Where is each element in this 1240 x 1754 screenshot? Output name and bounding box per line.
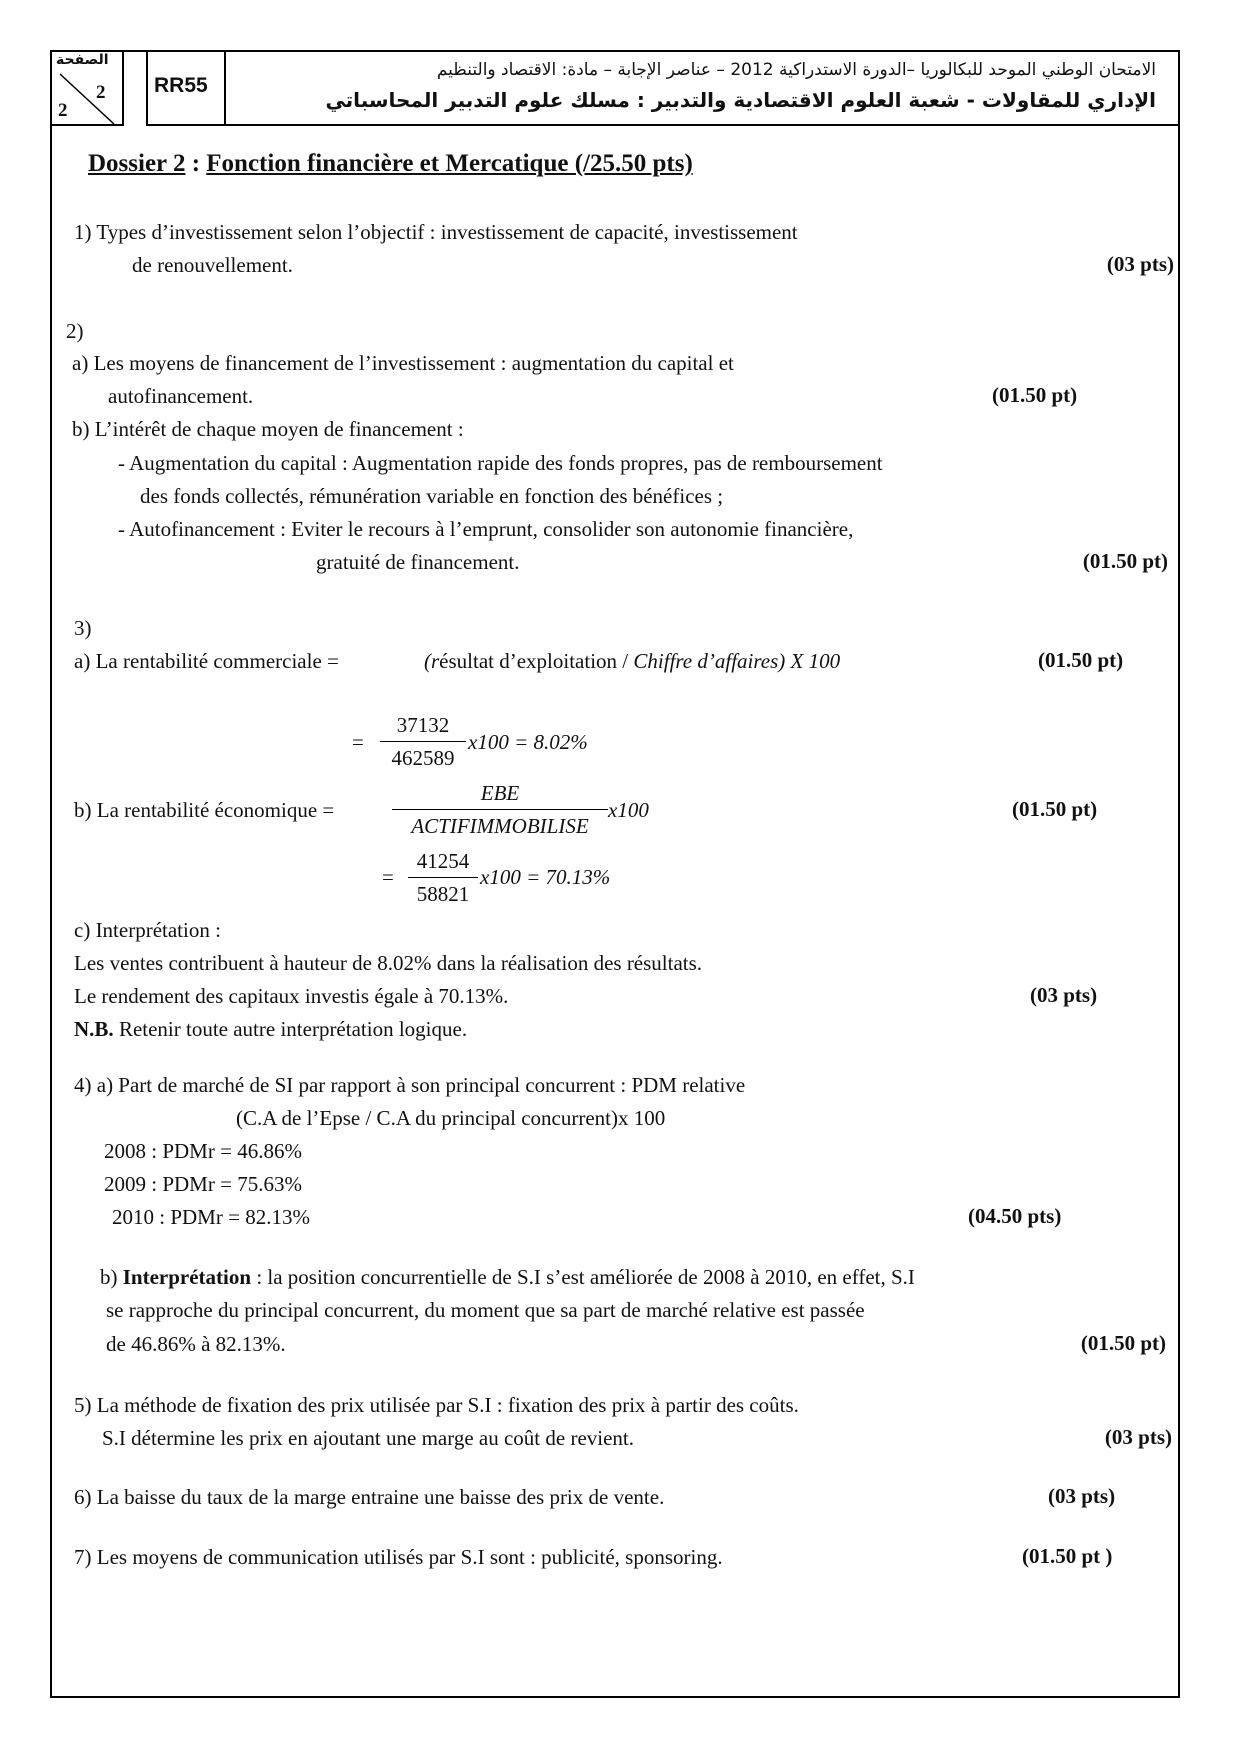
page-current: 2 <box>96 82 106 103</box>
q3c-label: c) Interprétation : <box>74 918 221 942</box>
q3-number: 3) <box>74 616 92 640</box>
q2b-line5: gratuité de financement. <box>316 550 520 574</box>
q3a-equals: = <box>352 730 364 754</box>
q3b2-numerator: 41254 <box>416 849 470 873</box>
q3a-formula-mid: ésultat d’exploitation / <box>439 649 634 673</box>
q3a-fraction-bar <box>380 741 466 742</box>
q5-line2: S.I détermine les prix en ajoutant une marge au coût de revient. <box>102 1426 635 1450</box>
q2a-line2: autofinancement. <box>108 384 254 408</box>
q4b-line2: se rapproche du principal concurrent, du moment que sa part de marché relative est passée <box>106 1298 865 1322</box>
exam-title-line2: الإداري للمقاولات - شعبة العلوم الاقتصادية والتدبير : مسلك علوم التدبير المحاسباتي <box>325 88 1156 112</box>
q2b-line3: des fonds collectés, rémunération variable en fonction des bénéfices ; <box>140 484 724 508</box>
q5-line1: 5) La méthode de fixation des prix utilisée par S.I : fixation des prix à partir des coûts. <box>74 1393 799 1417</box>
exam-code: RR55 <box>154 74 208 97</box>
q3b2-fraction-bar <box>408 877 478 878</box>
q3a-denominator: 462589 <box>391 746 455 770</box>
q4b-bold: Interprétation <box>122 1265 252 1289</box>
q3a-result: x100 = 8.02% <box>468 730 588 754</box>
exam-title-box <box>224 50 1180 126</box>
q3b-equals: = <box>382 865 394 889</box>
q4b-line1 <box>100 1264 915 1290</box>
dossier-subject: Fonction financière et Mercatique (/25.50 pts) <box>206 150 693 177</box>
q1-line2: de renouvellement. <box>132 253 293 277</box>
q4a-line1: 4) a) Part de marché de SI par rapport à son principal concurrent : PDM relative <box>74 1073 746 1097</box>
q3b2-denominator: 58821 <box>416 882 470 906</box>
q4a-points: (04.50 pts) <box>968 1204 1062 1228</box>
q2a-points: (01.50 pt) <box>992 383 1078 407</box>
q4a-2010: 2010 : PDMr = 82.13% <box>112 1205 310 1229</box>
q7-line1: 7) Les moyens de communication utilisés par S.I sont : publicité, sponsoring. <box>74 1545 723 1569</box>
q4b-points: (01.50 pt) <box>1080 1331 1166 1355</box>
q6-points: (03 pts) <box>1048 1484 1116 1508</box>
q2b-line4: - Autofinancement : Eviter le recours à l’emprunt, consolider son autonomie financière, <box>118 517 854 541</box>
q3c-line1: Les ventes contribuent à hauteur de 8.02% dans la réalisation des résultats. <box>74 951 703 975</box>
q3a-fraction <box>380 712 466 771</box>
page-total: 2 <box>58 100 68 121</box>
q3b2-result: x100 = 70.13% <box>480 865 611 889</box>
q4b-prefix: b) <box>100 1265 123 1289</box>
q1-line1: 1) Types d’investissement selon l’objectif : investissement de capacité, investissement <box>74 220 798 244</box>
q3a-label: a) La rentabilité commerciale = <box>74 649 339 673</box>
q3b-denominator: ACTIFIMMOBILISE <box>411 814 589 838</box>
q3-nb-bold: N.B. <box>74 1017 114 1041</box>
q3-nb <box>74 1016 467 1042</box>
page-label: الصفحة <box>56 52 109 68</box>
dossier-title <box>88 150 693 178</box>
q3a-formula-italic: Chiffre d’affaires) X 100 <box>633 649 841 673</box>
q3a-formula-prefix: (r <box>424 649 440 673</box>
q6-line1: 6) La baisse du taux de la marge entraine une baisse des prix de vente. <box>74 1485 665 1509</box>
q3c-points: (03 pts) <box>1030 983 1098 1007</box>
q3b-label: b) La rentabilité économique = <box>74 798 335 822</box>
q4b-line3: de 46.86% à 82.13%. <box>106 1332 286 1356</box>
dossier-sep: : <box>185 150 207 177</box>
q7-points: (01.50 pt ) <box>1022 1544 1113 1568</box>
q3b2-fraction <box>408 848 478 907</box>
q3a-formula <box>424 648 840 674</box>
q4a-2008: 2008 : PDMr = 46.86% <box>104 1139 302 1163</box>
q3c-line2: Le rendement des capitaux investis égale à 70.13%. <box>74 984 509 1008</box>
q2b-points: (01.50 pt) <box>1082 549 1168 573</box>
q3b-fraction-bar <box>392 809 608 810</box>
exam-title-line1: الامتحان الوطني الموحد للبكالوريا –الدورة الاستدراكية 2012 – عناصر الإجابة – مادة: الاقتصاد والتنظيم <box>436 60 1156 80</box>
q4a-2009: 2009 : PDMr = 75.63% <box>104 1172 302 1196</box>
q3a-points: (01.50 pt) <box>1038 648 1124 672</box>
page-number-box <box>50 50 124 126</box>
q2b-line1: b) L’intérêt de chaque moyen de financement : <box>72 417 464 441</box>
q3b-multiplier: x100 <box>608 798 649 822</box>
q4b-text: : la position concurrentielle de S.I s’est améliorée de 2008 à 2010, en effet, S.I <box>251 1265 915 1289</box>
q3-nb-text: Retenir toute autre interprétation logique. <box>113 1017 468 1041</box>
exam-code-box <box>146 50 226 126</box>
q4a-formula: (C.A de l’Epse / C.A du principal concurrent)x 100 <box>236 1106 666 1130</box>
q3b-points: (01.50 pt) <box>1012 797 1098 821</box>
q1-points: (03 pts) <box>1106 252 1174 276</box>
q3a-numerator: 37132 <box>396 713 450 737</box>
q2-number: 2) <box>66 319 84 343</box>
q2b-line2: - Augmentation du capital : Augmentation rapide des fonds propres, pas de remboursement <box>118 451 883 475</box>
q3b-fraction <box>392 780 608 839</box>
q5-points: (03 pts) <box>1104 1425 1172 1449</box>
q2a-line1: a) Les moyens de financement de l’investissement : augmentation du capital et <box>72 351 734 375</box>
dossier-number: Dossier 2 <box>88 150 186 177</box>
q3b-numerator: EBE <box>480 781 520 805</box>
